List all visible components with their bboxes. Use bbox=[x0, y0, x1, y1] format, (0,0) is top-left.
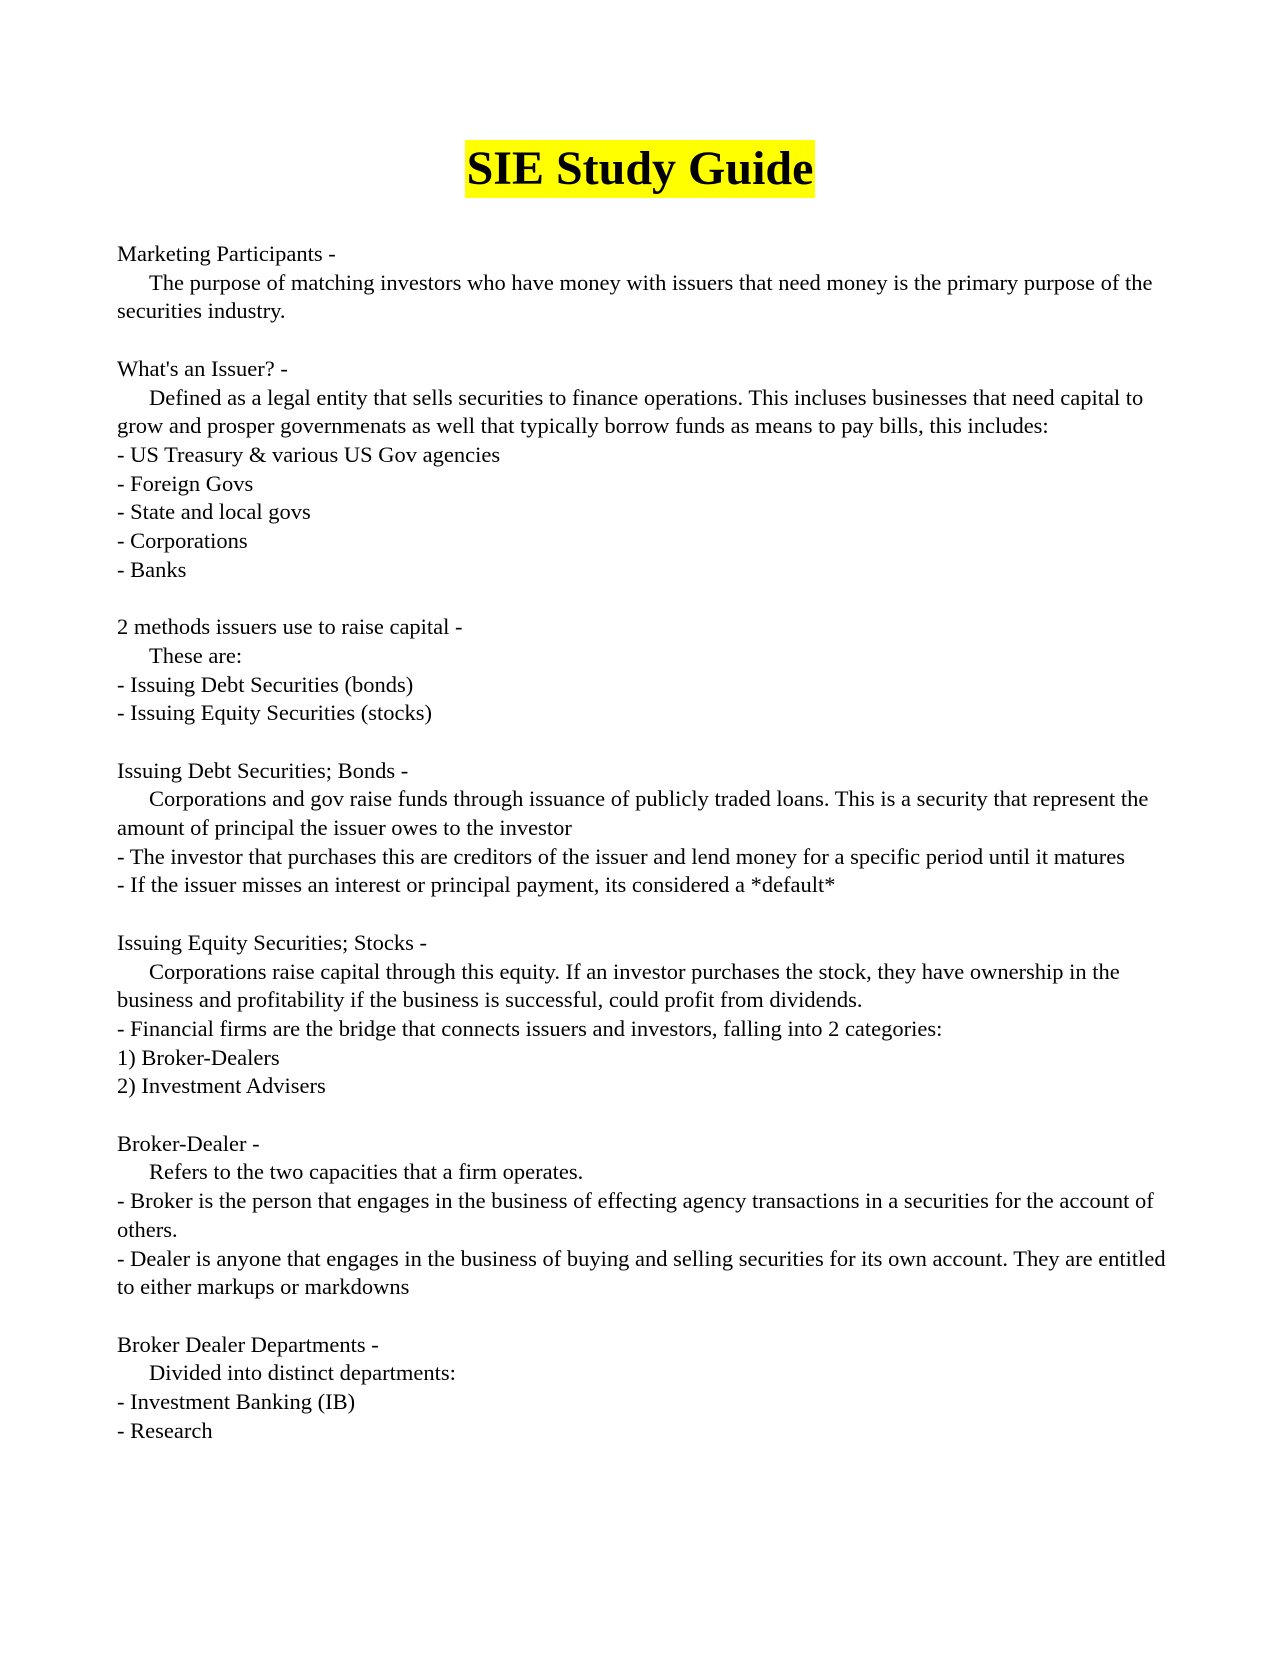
list-item: - Financial firms are the bridge that connects issuers and investors, falling into 2 categories: bbox=[117, 1015, 943, 1041]
list-item: 2) Investment Advisers bbox=[117, 1073, 326, 1099]
section-heading: Issuing Equity Securities; Stocks - bbox=[117, 929, 427, 955]
section-broker-dealer bbox=[117, 1130, 1177, 1302]
section-heading: What's an Issuer? - bbox=[117, 355, 288, 381]
section-heading: Broker-Dealer - bbox=[117, 1130, 260, 1156]
section-intro: These are: bbox=[149, 642, 243, 668]
list-item: - Research bbox=[117, 1417, 213, 1443]
section-heading: 2 methods issuers use to raise capital - bbox=[117, 614, 463, 640]
section-heading: Broker Dealer Departments - bbox=[117, 1331, 379, 1357]
list-item: - Issuing Debt Securities (bonds) bbox=[117, 671, 414, 697]
title-container bbox=[0, 140, 1280, 198]
section-marketing-participants bbox=[117, 240, 1177, 326]
section-intro: Divided into distinct departments: bbox=[149, 1360, 456, 1386]
page-title: SIE Study Guide bbox=[465, 140, 816, 198]
section-heading: Issuing Debt Securities; Bonds - bbox=[117, 757, 409, 783]
section-intro: Corporations raise capital through this equity. If an investor purchases the stock, they have ownership in the business and profitability if the business is successful, could profit from dividends. bbox=[117, 958, 1120, 1013]
list-item: - If the issuer misses an interest or principal payment, its considered a *default* bbox=[117, 872, 836, 898]
section-heading: Marketing Participants - bbox=[117, 241, 336, 266]
list-item: - State and local govs bbox=[117, 499, 311, 525]
section-intro: Corporations and gov raise funds through issuance of publicly traded loans. This is a security that represent the amount of principal the issuer owes to the investor bbox=[117, 786, 1149, 841]
list-item: - Issuing Equity Securities (stocks) bbox=[117, 700, 432, 726]
list-item: - Broker is the person that engages in the business of effecting agency transactions in a securities for the account of others. bbox=[117, 1188, 1154, 1242]
section-debt-securities bbox=[117, 757, 1177, 901]
document-body bbox=[117, 240, 1177, 1474]
list-item: 1) Broker-Dealers bbox=[117, 1044, 280, 1070]
list-item: - US Treasury & various US Gov agencies bbox=[117, 441, 501, 467]
section-equity-securities bbox=[117, 929, 1177, 1101]
list-item: - Dealer is anyone that engages in the business of buying and selling securities for its own account. They are entitled to either markups or markdowns bbox=[117, 1245, 1166, 1300]
list-item: - Banks bbox=[117, 556, 187, 582]
section-whats-an-issuer bbox=[117, 355, 1177, 585]
section-methods-raise-capital bbox=[117, 613, 1177, 728]
list-item: - Foreign Govs bbox=[117, 470, 254, 496]
section-broker-dealer-departments bbox=[117, 1331, 1177, 1446]
list-item: - The investor that purchases this are creditors of the issuer and lend money for a specific period until it matures bbox=[117, 843, 1126, 869]
list-item: - Investment Banking (IB) bbox=[117, 1389, 356, 1415]
list-item: - Corporations bbox=[117, 528, 248, 554]
section-intro: Refers to the two capacities that a firm operates. bbox=[149, 1159, 584, 1185]
section-intro: The purpose of matching investors who have money with issuers that need money is the primary purpose of the securities industry. bbox=[117, 269, 1153, 324]
section-intro: Defined as a legal entity that sells securities to finance operations. This incluses businesses that need capital to grow and prosper governmenats as well that typically borrow funds as means to pay bills, this includes: bbox=[117, 384, 1144, 439]
